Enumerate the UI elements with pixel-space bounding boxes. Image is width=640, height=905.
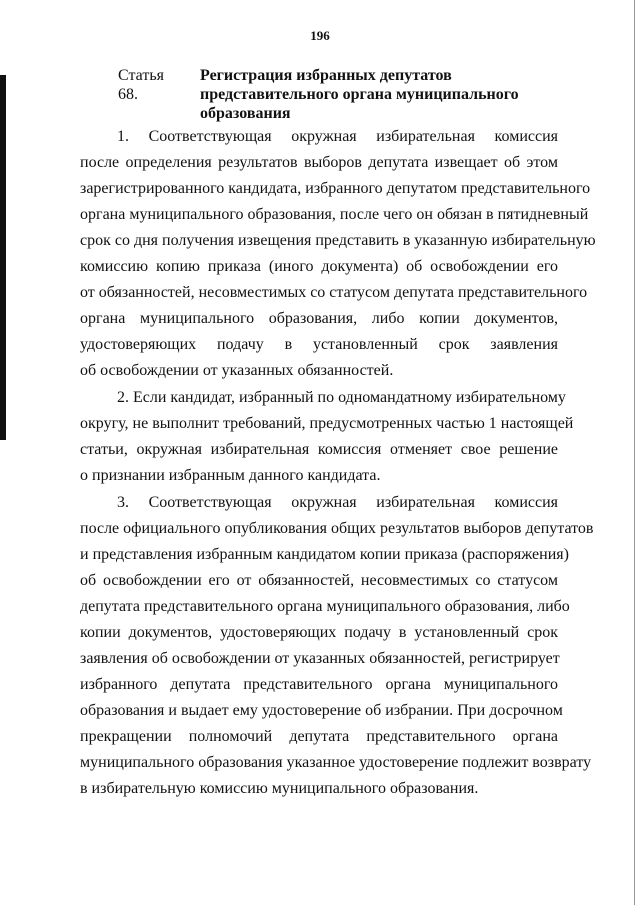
text-line: 3. Соответствующая окружная избирательная комиссия <box>117 494 558 511</box>
paragraph-1 <box>80 124 596 384</box>
paragraph-3 <box>80 490 594 802</box>
scan-edge-right <box>634 0 635 905</box>
article-label: Статья 68. <box>118 67 164 103</box>
text-line: копии документов, удостоверяющих подачу в установленный срок <box>80 624 558 641</box>
text-line: депутата представительного органа муниципального образования, либо <box>80 598 570 615</box>
text-line: образования и выдает ему удостоверение об избрании. При досрочном <box>80 702 563 719</box>
article-title-line: представительного органа муниципального <box>200 86 519 103</box>
scan-edge-left <box>0 75 6 440</box>
text-line: об освобождении от указанных обязанностей. <box>80 362 394 379</box>
text-line: удостоверяющих подачу в установленный срок заявления <box>80 336 558 353</box>
text-line: зарегистрированного кандидата, избранного депутатом представительного <box>80 180 591 197</box>
text-line: и представления избранным кандидатом копии приказа (распоряжения) <box>80 546 569 563</box>
article-title <box>200 66 540 123</box>
text-line: заявления об освобождении от указанных обязанностей, регистрирует <box>80 650 560 667</box>
article-title-line: образования <box>200 105 291 122</box>
paragraph-2 <box>80 385 574 489</box>
text-line: срок со дня получения извещения представить в указанную избирательную <box>80 232 596 249</box>
text-line: от обязанностей, несовместимых со статусом депутата представительного <box>80 284 588 301</box>
text-line: после определения результатов выборов депутата извещает об этом <box>80 154 558 171</box>
text-line: о признании избранным данного кандидата. <box>80 467 381 484</box>
text-line: органа муниципального образования, либо копии документов, <box>80 310 558 327</box>
text-line: комиссию копию приказа (иного документа) об освобождении его <box>80 258 558 275</box>
text-line: в избирательную комиссию муниципального образования. <box>80 780 479 797</box>
text-line: статьи, окружная избирательная комиссия отменяет свое решение <box>80 441 558 458</box>
page-number: 196 <box>310 28 330 43</box>
text-line: 1. Соответствующая окружная избирательная комиссия <box>117 128 558 145</box>
text-line: 2. Если кандидат, избранный по одномандатному избирательному <box>117 389 566 406</box>
article-title-line: Регистрация избранных депутатов <box>200 67 452 84</box>
article-body <box>80 124 596 803</box>
text-line: после официального опубликования общих результатов выборов депутатов <box>80 520 594 537</box>
text-line: округу, не выполнит требований, предусмотренных частью 1 настоящей <box>80 415 574 432</box>
text-line: избранного депутата представительного органа муниципального <box>80 676 558 693</box>
text-line: органа муниципального образования, после чего он обязан в пятидневный <box>80 206 589 223</box>
text-line: прекращении полномочий депутата представительного органа <box>80 728 558 745</box>
text-line: муниципального образования указанное удостоверение подлежит возврату <box>80 754 592 771</box>
text-line: об освобождении его от обязанностей, несовместимых со статусом <box>80 572 558 589</box>
